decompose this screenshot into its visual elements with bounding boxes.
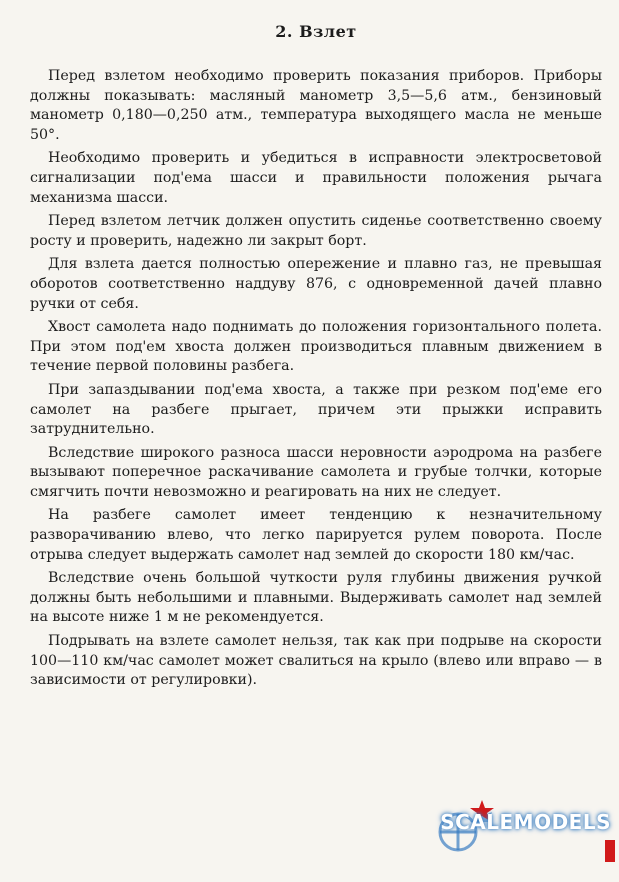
paragraph: При запаздывании под'ема хвоста, а также при резком под'еме его самолет на разбеге прыгает, причем эти прыжки исправить затруднительно. — [30, 381, 602, 438]
paragraph: Вследствие очень большой чуткости руля глубины движения ручкой должны быть небольшими и плавными. Выдерживать самолет над землей на высоте ниже 1 м не рекомендуется. — [30, 570, 602, 626]
paragraph: Подрывать на взлете самолет нельзя, так как при подрыве на скорости 100—110 км/час самолет может свалиться на крыло (влево или вправо — в зависимости от регулировки). — [30, 633, 602, 689]
paragraph: Необходимо проверить и убедиться в исправности электросветовой сигнализации под'ема шасси и правильности положения рычага механизма шасси. — [30, 150, 602, 206]
watermark-text: SCALEMODELS — [440, 810, 611, 834]
paragraph: На разбеге самолет имеет тенденцию к незначительному разворачиванию влево, что легко парируется рулем поворота. После отрыва следует выдержать самолет над землей до скорости 180 км/час. — [30, 507, 602, 563]
watermark-logo — [430, 792, 615, 862]
section-title: 2. Взлет — [275, 22, 357, 41]
paragraph: Для взлета дается полностью опережение и плавно газ, не превышая оборотов соответственно наддуву 876, с одновременной дачей плавно ручки от себя. — [30, 256, 602, 312]
paragraph: Перед взлетом летчик должен опустить сиденье соответственно своему росту и проверить, надежно ли закрыт борт. — [30, 213, 602, 249]
paragraph: Хвост самолета надо поднимать до положения горизонтального полета. При этом под'ем хвоста должен производиться плавным движением в течение первой половины разбега. — [30, 319, 602, 375]
document-page — [30, 14, 602, 695]
paragraph: Перед взлетом необходимо проверить показания приборов. Приборы должны показывать: масляный манометр 3,5—5,6 атм., бензиновый манометр 0,180—0,250 атм., температура выходящего масла не меньше 50°. — [30, 68, 602, 143]
red-corner-mark — [605, 840, 615, 862]
paragraph: Вследствие широкого разноса шасси неровности аэродрома на разбеге вызывают поперечное раскачивание самолета и грубые толчки, которые смягчить почти невозможно и реагировать на них не следует. — [30, 444, 602, 500]
